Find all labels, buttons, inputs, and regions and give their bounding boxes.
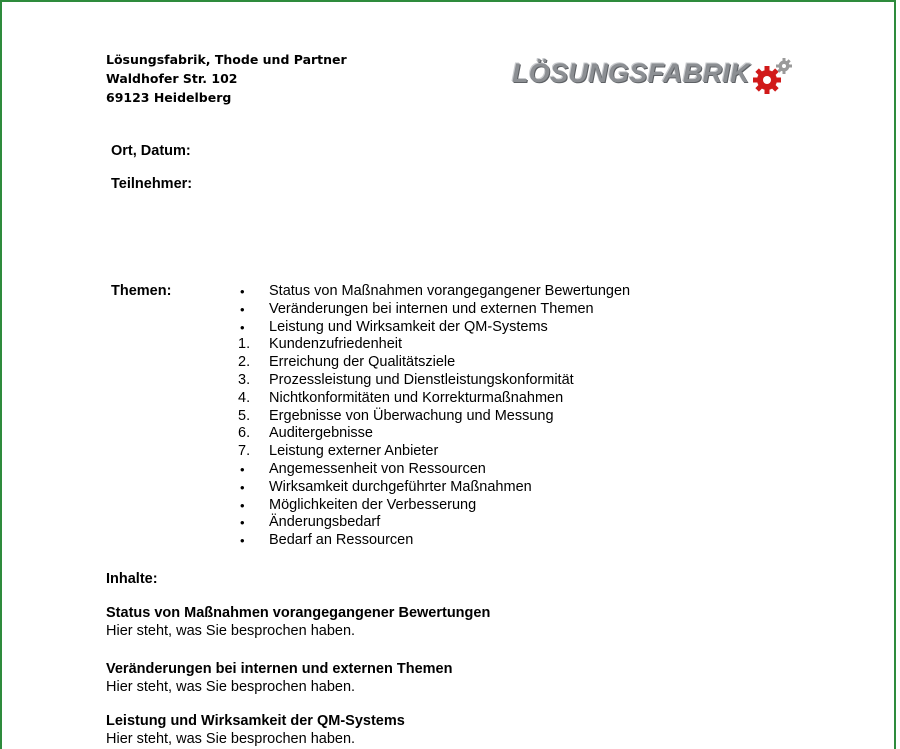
list-item-text: Erreichung der Qualitätsziele — [269, 354, 456, 371]
section-body: Hier steht, was Sie besprochen haben. — [106, 678, 356, 695]
list-marker: 1. — [238, 336, 251, 353]
section-heading: Veränderungen bei internen und externen Themen — [106, 661, 453, 677]
list-item-text: Möglichkeiten der Verbesserung — [269, 496, 477, 513]
section-body: Hier steht, was Sie besprochen haben. — [106, 730, 356, 747]
list-item — [238, 514, 630, 532]
list-item — [238, 408, 630, 426]
list-marker: • — [240, 497, 245, 513]
list-item — [238, 461, 630, 479]
list-item — [238, 479, 630, 497]
ort-datum-label: Ort, Datum: — [111, 143, 191, 159]
list-marker: 3. — [238, 371, 251, 388]
list-marker: • — [240, 533, 245, 549]
list-marker: 2. — [238, 354, 251, 371]
teilnehmer-label: Teilnehmer: — [111, 176, 193, 192]
list-item — [238, 372, 630, 390]
content-section — [106, 605, 490, 640]
list-marker: • — [240, 515, 245, 531]
list-item-text: Ergebnisse von Überwachung und Messung — [269, 407, 554, 424]
list-item-text: Änderungsbedarf — [269, 514, 381, 531]
list-item — [238, 390, 630, 408]
section-heading: Status von Maßnahmen vorangegangener Bewertungen — [106, 605, 491, 621]
list-item — [238, 425, 630, 443]
sender-address — [106, 50, 347, 107]
content-section — [106, 713, 405, 748]
list-marker: 6. — [238, 425, 251, 442]
gears-icon — [750, 56, 796, 98]
section-body: Hier steht, was Sie besprochen haben. — [106, 622, 356, 639]
company-logo — [512, 56, 802, 98]
themen-label: Themen: — [111, 283, 172, 299]
content-section — [106, 661, 452, 696]
list-marker: • — [240, 301, 245, 317]
list-item-text: Status von Maßnahmen vorangegangener Bewertungen — [269, 283, 631, 299]
list-item — [238, 283, 630, 301]
list-marker: 7. — [238, 443, 251, 460]
list-item — [238, 354, 630, 372]
list-item-text: Nichtkonformitäten und Korrekturmaßnahmen — [269, 389, 564, 406]
list-item-text: Angemessenheit von Ressourcen — [269, 460, 486, 477]
list-item — [238, 443, 630, 461]
list-marker: • — [240, 284, 245, 299]
topic-list — [238, 283, 630, 550]
list-item-text: Leistung und Wirksamkeit der QM-Systems — [269, 318, 548, 335]
list-item — [238, 336, 630, 354]
company-name: Lösungsfabrik, Thode und Partner — [106, 52, 347, 67]
city: 69123 Heidelberg — [106, 90, 232, 105]
street: Waldhofer Str. 102 — [106, 71, 238, 86]
list-item-text: Bedarf an Ressourcen — [269, 532, 414, 549]
list-item — [238, 532, 630, 550]
list-item-text: Kundenzufriedenheit — [269, 336, 403, 353]
inhalte-label: Inhalte: — [106, 571, 158, 587]
list-item-text: Leistung externer Anbieter — [269, 443, 439, 460]
list-item — [238, 301, 630, 319]
list-item — [238, 319, 630, 337]
list-marker: 5. — [238, 407, 251, 424]
list-item-text: Wirksamkeit durchgeführter Maßnahmen — [269, 478, 532, 495]
section-heading: Leistung und Wirksamkeit der QM-Systems — [106, 713, 405, 729]
logo-text: LÖSUNGSFABRIK — [512, 58, 750, 88]
list-item-text: Veränderungen bei internen und externen Themen — [269, 300, 594, 317]
list-item-text: Auditergebnisse — [269, 425, 373, 442]
list-marker: • — [240, 479, 245, 495]
list-item — [238, 497, 630, 515]
list-marker: 4. — [238, 389, 251, 406]
list-item-text: Prozessleistung und Dienstleistungskonformität — [269, 371, 574, 388]
list-marker: • — [240, 461, 245, 477]
list-marker: • — [240, 319, 245, 335]
